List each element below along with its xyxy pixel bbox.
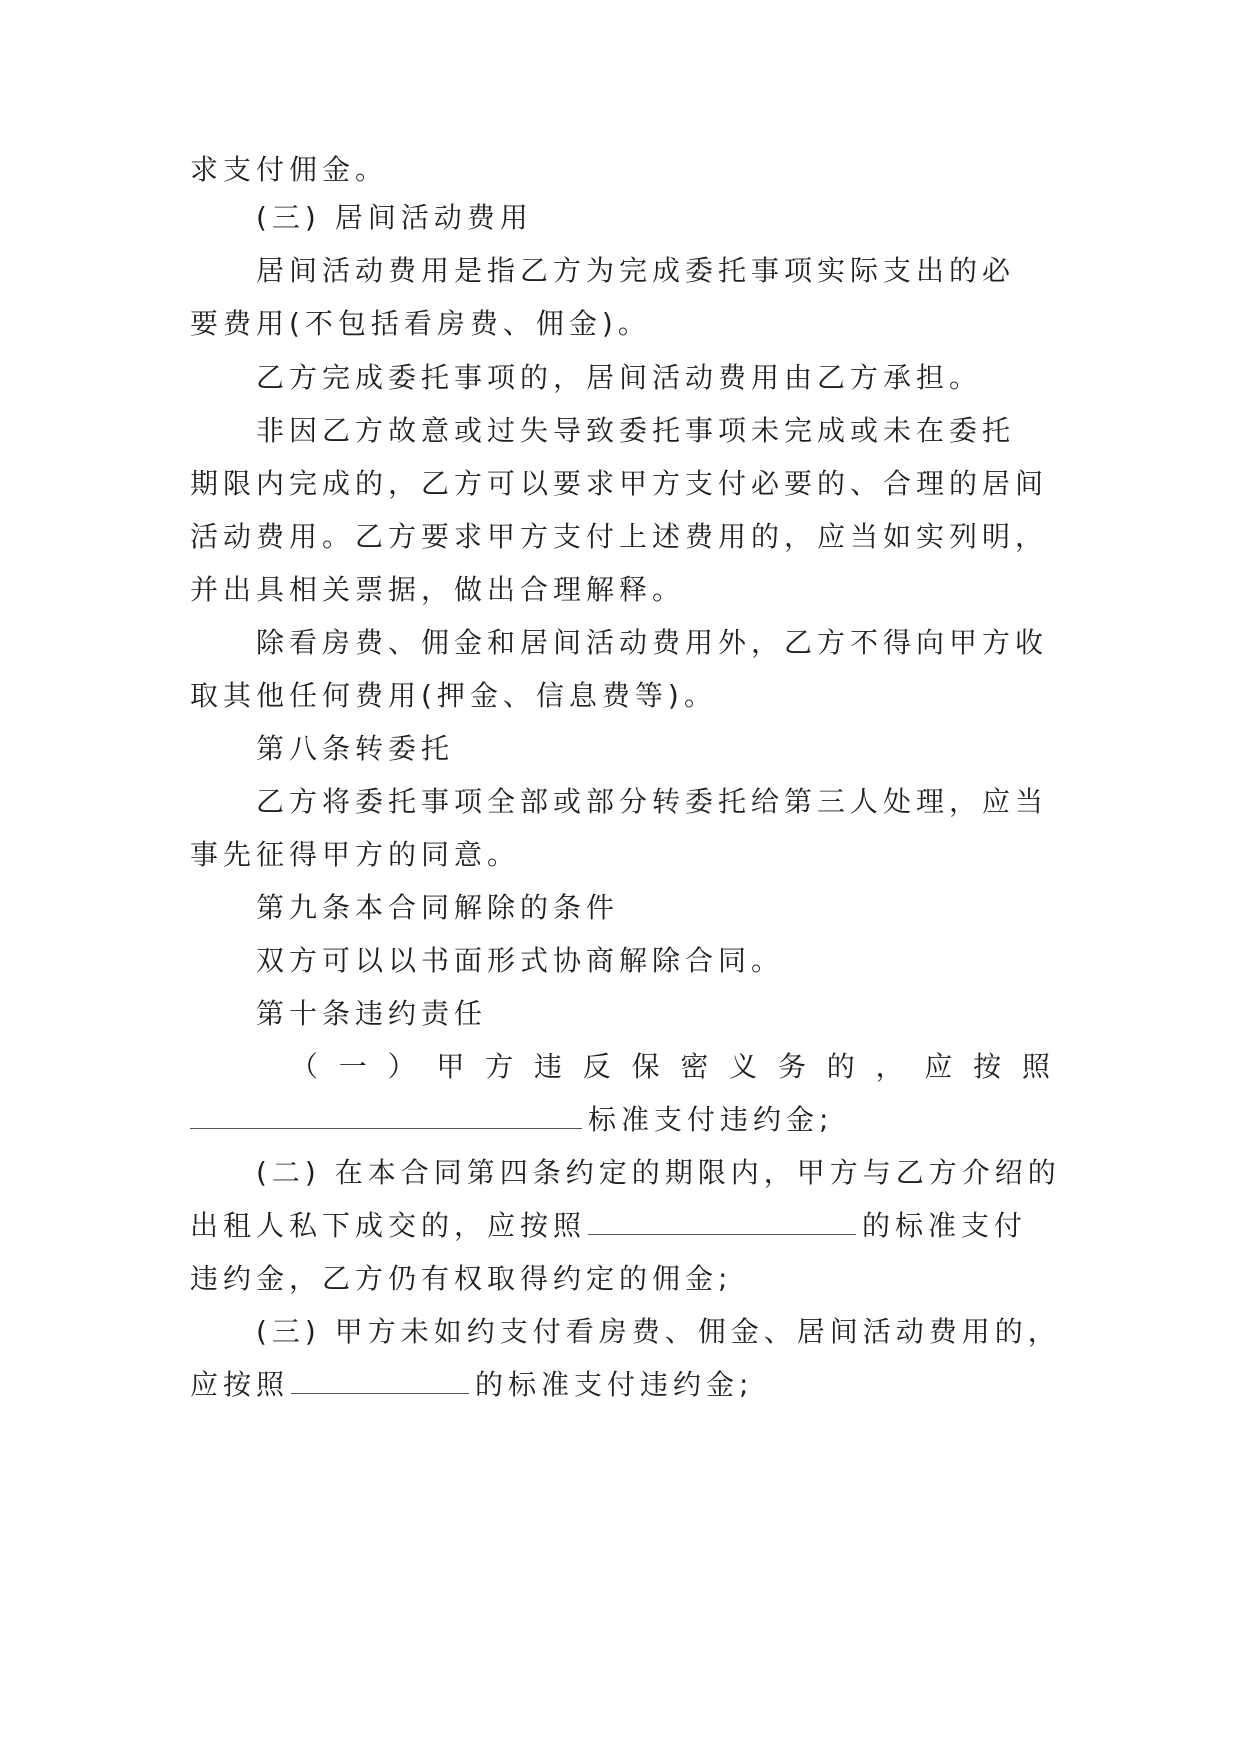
justified-char: ） [387,1050,416,1083]
justified-char: 一 [338,1050,367,1083]
justified-char: 义 [729,1050,758,1083]
paragraph-line: 双方可以以书面形式协商解除合同。 [256,944,785,977]
justified-char: 按 [973,1050,1002,1083]
article-heading: 第九条本合同解除的条件 [256,891,620,924]
article-heading: 第十条违约责任 [256,997,488,1030]
paragraph-line [190,1204,1050,1248]
line-text: 标准支付违约金; [588,1103,834,1136]
line-text: 的标准支付违约金; [475,1368,754,1401]
justified-char: 密 [680,1050,709,1083]
paragraph-line: 除看房费、佣金和居间活动费用外，乙方不得向甲方收 [256,626,1049,659]
justified-char: 反 [582,1050,611,1083]
paragraph-line: (三) 甲方未如约支付看房费、佣金、居间活动费用的， [256,1315,1061,1348]
justified-char: ， [875,1050,904,1083]
paragraph-line: 要费用(不包括看房费、佣金)。 [190,307,651,340]
justified-char: 照 [1021,1050,1050,1083]
line-text: 应按照 [190,1368,290,1401]
justified-char: 甲 [436,1050,465,1083]
paragraph-line: 乙方完成委托事项的，居间活动费用由乙方承担。 [256,361,983,394]
paragraph-line: 居间活动费用是指乙方为完成委托事项实际支出的必 [256,254,1016,287]
justified-char: 保 [631,1050,660,1083]
paragraph-line: 取其他任何费用(押金、信息费等)。 [190,679,717,712]
line-text: 出租人私下成交的，应按照 [190,1209,587,1242]
justified-char: 应 [924,1050,953,1083]
paragraph-line: 并出具相关票据，做出合理解释。 [190,573,686,606]
justified-char: （ [290,1050,319,1083]
article-heading: 第八条转委托 [256,732,455,765]
paragraph-line: 活动费用。乙方要求甲方支付上述费用的，应当如实列明， [190,520,1049,553]
paragraph-line: 事先征得甲方的同意。 [190,838,521,871]
justified-char: 违 [533,1050,562,1083]
line-text: 的标准支付 [862,1209,1028,1242]
paragraph-line: (二) 在本合同第四条约定的期限内，甲方与乙方介绍的 [256,1156,1061,1189]
paragraph-line: 非因乙方故意或过失导致委托事项未完成或未在委托 [256,414,1016,447]
fill-in-blank[interactable] [291,1363,469,1394]
paragraph-line: 违约金，乙方仍有权取得约定的佣金; [190,1262,733,1295]
fill-in-blank[interactable] [588,1204,856,1235]
paragraph-line: 乙方将委托事项全部或部分转委托给第三人处理，应当 [256,785,1049,818]
paragraph-line: 期限内完成的，乙方可以要求甲方支付必要的、合理的居间 [190,467,1049,500]
justified-char: 方 [485,1050,514,1083]
fill-in-blank[interactable] [190,1098,582,1129]
justified-char: 务 [777,1050,806,1083]
paragraph-line [190,1363,1050,1407]
paragraph-line [190,1098,1050,1142]
section-heading: (三) 居间活动费用 [256,201,533,234]
justified-char: 的 [826,1050,855,1083]
paragraph-line: 求支付佣金。 [190,153,389,186]
paragraph-line-justified [290,1045,1050,1089]
